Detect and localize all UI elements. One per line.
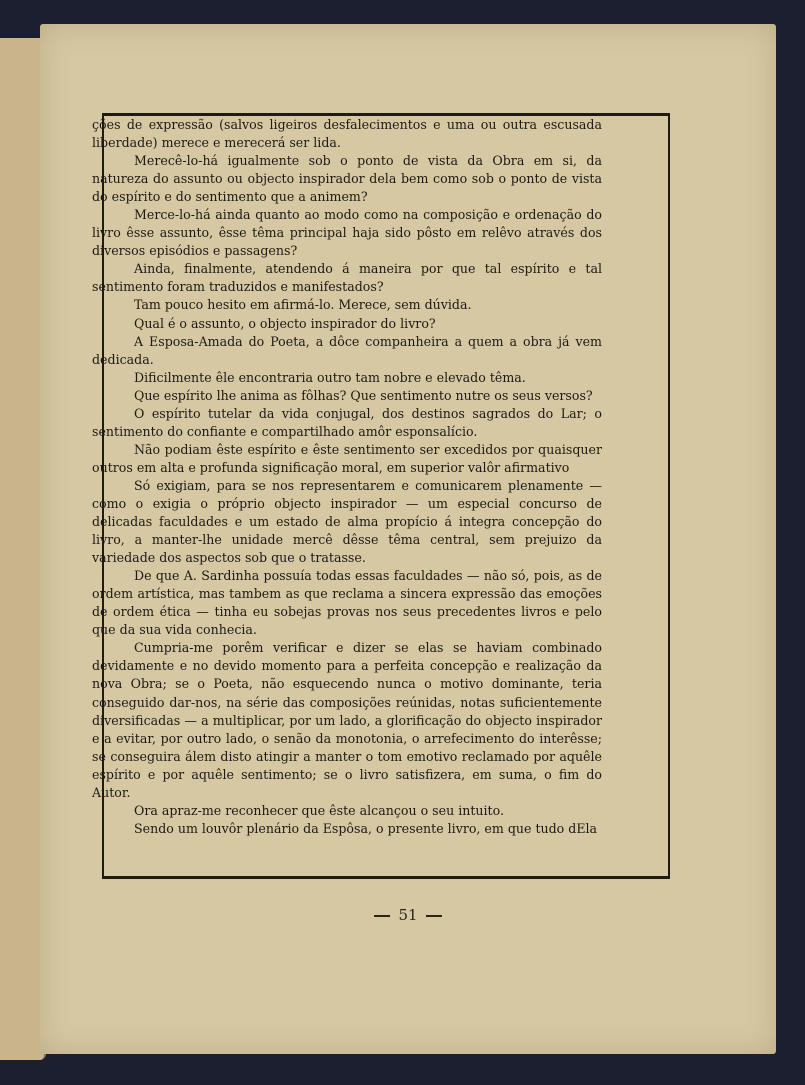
paragraph: Só exigiam, para se nos representarem e comunicarem plenamente — como o exigia o próprio objecto inspirador — um especial concurso de delicadas faculdades e um estado de alma propício á integra concepção do livro, a manter-lhe unidade mercê dêsse têma central, sem prejuizo da variedade dos aspectos sob que o tratasse. bbox=[92, 477, 602, 566]
paragraph: Que espírito lhe anima as fôlhas? Que sentimento nutre os seus versos? bbox=[134, 387, 593, 403]
paragraph: Sendo um louvôr plenário da Espôsa, o presente livro, em que tudo dEla bbox=[134, 820, 598, 836]
paragraph: Qual é o assunto, o objecto inspirador do livro? bbox=[134, 315, 436, 331]
left-dash bbox=[374, 915, 390, 917]
paragraph: Ora apraz-me reconhecer que êste alcançou o seu intuito. bbox=[134, 802, 504, 818]
right-dash bbox=[426, 915, 442, 917]
paragraph: ções de expressão (salvos ligeiros desfalecimentos e uma ou outra escusada liberdade) merece e merecerá ser lida. bbox=[92, 117, 602, 151]
paragraph: Não podiam êste espírito e êste sentimento ser excedidos por quaisquer outros em alta e profunda significação moral, em superior valôr afirmativo bbox=[92, 441, 602, 475]
paragraph: Merecê-lo-há igualmente sob o ponto de vista da Obra em si, da natureza do assunto ou objecto inspirador dela bem como sob o ponto de vista do espírito e do sentimento que a animem? bbox=[92, 153, 602, 205]
paragraph: A Esposa-Amada do Poeta, a dôce companheira a quem a obra já vem dedicada. bbox=[92, 333, 602, 367]
paragraph: Ainda, finalmente, atendendo á maneira por que tal espírito e tal sentimento foram traduzidos e manifestados? bbox=[92, 261, 602, 295]
paragraph: Merce-lo-há ainda quanto ao modo como na composição e ordenação do livro êsse assunto, êsse têma principal haja sido pôsto em relêvo através dos diversos episódios e passagens? bbox=[92, 207, 602, 259]
body-text bbox=[92, 116, 602, 838]
page-number bbox=[40, 906, 776, 924]
paragraph: O espírito tutelar da vida conjugal, dos destinos sagrados do Lar; o sentimento do confiante e compartilhado amôr esponsalício. bbox=[92, 405, 602, 439]
page-number-text: 51 bbox=[398, 906, 418, 924]
paragraph: Tam pouco hesito em afirmá-lo. Merece, sem dúvida. bbox=[134, 297, 472, 313]
paragraph: Dificilmente êle encontraria outro tam nobre e elevado têma. bbox=[134, 369, 526, 385]
paragraph: De que A. Sardinha possuía todas essas faculdades — não só, pois, as de ordem artística, mas tambem as que reclama a sincera expressão das emoções de ordem ética — tinha eu sobejas provas nos seus precedentes livros e pelo que da sua vida conhecia. bbox=[92, 568, 602, 638]
paragraph: Cumpria-me porêm verificar e dizer se elas se haviam combinado devidamente e no devido momento para a perfeita concepção e realização da nova Obra; se o Poeta, não esquecendo nunca o motivo dominante, teria conseguido dar-nos, na série das composições reúnidas, notas suficientemente diversificadas — a multiplicar, por um lado, a glorificação do objecto inspirador e a evitar, por outro lado, o senão da monotonia, o arrefecimento do interêsse; se conseguira álem disto atingir a manter o tom emotivo reclamado por aquêle espírito e por aquêle sentimento; se o livro satisfizera, em suma, o fim do Autor. bbox=[92, 640, 602, 800]
